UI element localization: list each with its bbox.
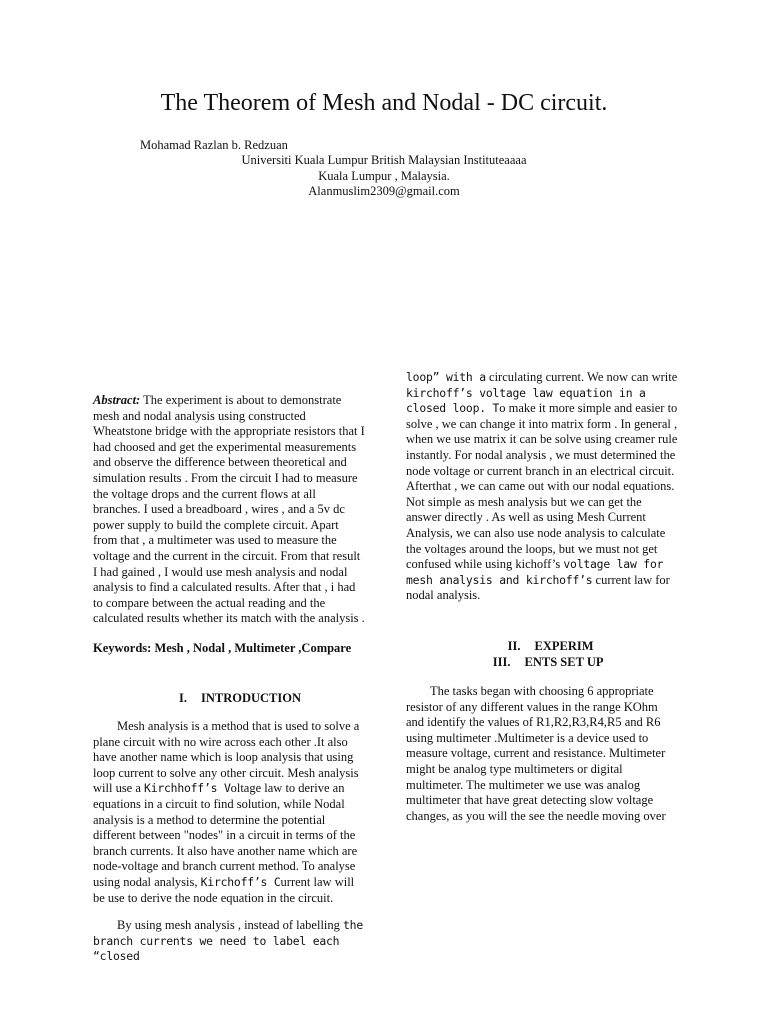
author-name: Mohamad Razlan b. Redzuan [140, 138, 288, 152]
section-heading-3 [406, 655, 678, 671]
intro-kirchoff-term: Kirchoff’s C [200, 875, 281, 890]
paper-title: The Theorem of Mesh and Nodal - DC circuit. [160, 90, 608, 116]
cont-text-3: current law for nodal analysis. [406, 572, 670, 603]
cont-mono-3: voltage law for mesh analysis and kirchoff’s [406, 557, 664, 587]
experiment-paragraph: The tasks began with choosing 6 appropriate resistor of any different values in the range KOhm and identify the values of R1,R2,R3,R4,R5 and R6 using multimeter .Multimeter is a device used to measure voltage, current and resistance. Multimeter might be analog type multimeters or digital multimeter. The multimeter we use was analog multimeter that have great detecting slow voltage changes, as you will the see the needle moving over [406, 684, 666, 823]
section-number: III. [492, 654, 511, 669]
affiliation-block [0, 153, 768, 200]
intro-p2-text: By using mesh analysis , instead of labelling [117, 918, 344, 933]
cont-text-1: circulating current. We now can write [485, 370, 678, 384]
section-heading-introduction [93, 691, 365, 707]
intro-paragraph-1 [93, 719, 365, 906]
abstract-label: Abstract: [93, 393, 141, 407]
cont-text-2: o make it more simple and easier to solve , we can change it into matrix form . In general , when we use matrix it can be solve using creamer rule instantly. For nodal analysis , we must determined the node voltage or current branch in an electrical circuit. Afterthat , we can came out with our nodal equations. Not simple as mesh analysis but we can get the answer directly . As well as using Mesh Current Analysis, we can also use node analysis to calculate the voltages around the loops, but we must not get confused while using kichoff’s [406, 401, 678, 572]
cont-mono-1: loop” with a [406, 370, 486, 384]
section-title: ENTS SET UP [524, 654, 604, 669]
section-title: EXPERIM [534, 638, 594, 653]
section-number: II. [507, 638, 521, 653]
abstract-text: The experiment is about to demonstrate mesh and nodal analysis using constructed Wheatstone bridge with the appropriate resistors that I had choosed and get the experimental measurements and observe the difference between theoretical and simulation results . From the circuit I had to measure the voltage drops and the current flows at all branches. I used a breadboard , wires , and a 5v dc power supply to build the complete circuit. Apart from that , a multimeter was used to measure the voltage and the current in the circuit. From that result I had gained , I would use mesh analysis and nodal analysis to find a calculated results. After that , i had to compare between the actual reading and the calculated results whether its match with the analysis . [93, 393, 365, 626]
affiliation-institution: Universiti Kuala Lumpur British Malaysian Instituteaaaa [241, 153, 527, 167]
right-column [406, 370, 678, 824]
left-column [93, 393, 365, 965]
section-number: I. [178, 690, 187, 705]
keywords: Keywords: Mesh , Nodal , Multimeter ,Compare [93, 640, 352, 655]
intro-text-part3: urrent law will be use to derive the node equation in the circuit. [93, 875, 355, 905]
intro-text-part2: oltage law to derive an equations in a circuit to find solution, while Nodal analysis is a method to determine the potential different between "nodes" in a circuit in terms of the branch currents. It also have another name which are node-voltage and branch current method. To analyse using nodal analysis, [93, 781, 358, 890]
intro-kirchhoff-term: Kirchhoff’s V [144, 781, 231, 796]
mesh-continuation-paragraph [406, 370, 678, 604]
affiliation-location: Kuala Lumpur , Malaysia. [318, 168, 450, 183]
intro-p2-mono: the branch currents we need to label each “closed [93, 918, 363, 964]
affiliation-email: Alanmuslim2309@gmail.com [308, 184, 460, 198]
cont-mono-2: kirchoff’s voltage law equation in a closed loop. T [406, 385, 646, 416]
abstract-paragraph [93, 393, 365, 627]
intro-paragraph-2 [93, 918, 365, 965]
section-heading-2 [406, 639, 678, 655]
section-title: INTRODUCTION [200, 690, 301, 705]
intro-text-part1: Mesh analysis is a method that is used to solve a plane circuit with no wire across each other .It also have another name which is loop analysis that using loop current to solve any other circuit. Mesh analysis will use a [93, 719, 360, 796]
